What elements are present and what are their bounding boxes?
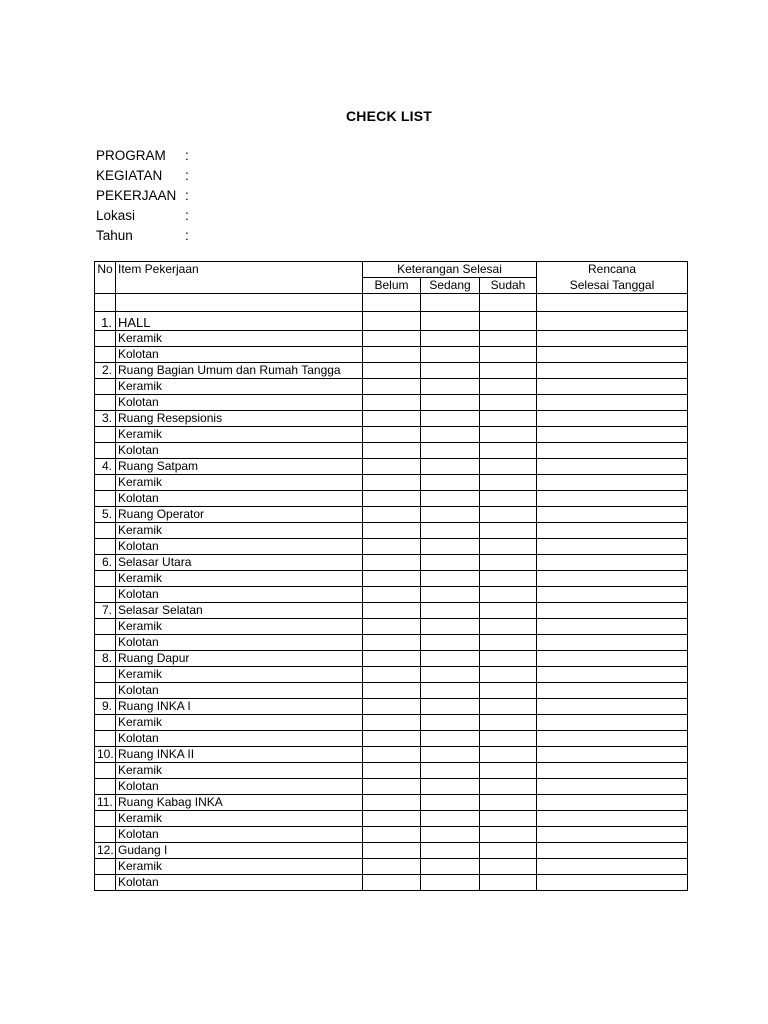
belum-cell[interactable] (363, 715, 421, 731)
row-item: Keramik (116, 571, 363, 587)
rencana-cell[interactable] (537, 555, 688, 571)
cell (480, 294, 537, 312)
rencana-cell[interactable] (537, 427, 688, 443)
row-number (95, 523, 116, 539)
rencana-cell[interactable] (537, 459, 688, 475)
belum-cell[interactable] (363, 539, 421, 555)
row-number (95, 779, 116, 795)
belum-cell[interactable] (363, 635, 421, 651)
cell (116, 294, 363, 312)
row-number (95, 875, 116, 891)
rencana-cell[interactable] (537, 843, 688, 859)
meta-colon: : (185, 188, 189, 203)
row-number: 7. (95, 603, 116, 619)
row-number (95, 715, 116, 731)
rencana-cell[interactable] (537, 747, 688, 763)
row-item: Selasar Selatan (116, 603, 363, 619)
sedang-cell[interactable] (421, 683, 480, 699)
table-row (95, 443, 688, 459)
belum-cell[interactable] (363, 699, 421, 715)
row-item: Kolotan (116, 491, 363, 507)
row-number: 12. (95, 843, 116, 859)
table-row (95, 395, 688, 411)
meta-label: PEKERJAAN (96, 188, 177, 203)
sedang-cell[interactable] (421, 795, 480, 811)
header-sudah: Sudah (480, 278, 537, 294)
sedang-cell[interactable] (421, 651, 480, 667)
sedang-cell[interactable] (421, 459, 480, 475)
belum-cell[interactable] (363, 475, 421, 491)
table-row (95, 699, 688, 715)
rencana-cell[interactable] (537, 312, 688, 331)
header-rencana-line2: Selesai Tanggal (537, 278, 688, 294)
sedang-cell[interactable] (421, 571, 480, 587)
row-item: Kolotan (116, 731, 363, 747)
belum-cell[interactable] (363, 571, 421, 587)
row-item: Selasar Utara (116, 555, 363, 571)
sedang-cell[interactable] (421, 395, 480, 411)
rencana-cell[interactable] (537, 331, 688, 347)
row-number (95, 827, 116, 843)
header-belum: Belum (363, 278, 421, 294)
table-row (95, 619, 688, 635)
sedang-cell[interactable] (421, 635, 480, 651)
meta-colon: : (185, 208, 189, 223)
sedang-cell[interactable] (421, 747, 480, 763)
sudah-cell[interactable] (480, 843, 537, 859)
row-item: Kolotan (116, 779, 363, 795)
rencana-cell[interactable] (537, 539, 688, 555)
row-number: 11. (95, 795, 116, 811)
rencana-cell[interactable] (537, 875, 688, 891)
sedang-cell[interactable] (421, 779, 480, 795)
checklist-body (95, 294, 688, 891)
sudah-cell[interactable] (480, 875, 537, 891)
row-item: Ruang Resepsionis (116, 411, 363, 427)
sudah-cell[interactable] (480, 747, 537, 763)
rencana-cell[interactable] (537, 379, 688, 395)
row-number (95, 331, 116, 347)
table-row (95, 827, 688, 843)
row-number: 1. (95, 312, 116, 331)
table-row (95, 587, 688, 603)
table-row (95, 539, 688, 555)
row-number (95, 763, 116, 779)
row-item: Keramik (116, 715, 363, 731)
belum-cell[interactable] (363, 875, 421, 891)
sudah-cell[interactable] (480, 811, 537, 827)
header-keterangan: Keterangan Selesai (363, 262, 537, 278)
meta-row-kegiatan (96, 166, 189, 186)
belum-cell[interactable] (363, 747, 421, 763)
checklist-table (94, 261, 688, 891)
row-number: 6. (95, 555, 116, 571)
sudah-cell[interactable] (480, 715, 537, 731)
rencana-cell[interactable] (537, 651, 688, 667)
row-item: Keramik (116, 811, 363, 827)
meta-colon: : (185, 228, 189, 243)
table-row (95, 811, 688, 827)
table-row (95, 763, 688, 779)
table-row (95, 507, 688, 523)
sudah-cell[interactable] (480, 571, 537, 587)
sedang-cell[interactable] (421, 667, 480, 683)
belum-cell[interactable] (363, 363, 421, 379)
sedang-cell[interactable] (421, 443, 480, 459)
row-number (95, 667, 116, 683)
sudah-cell[interactable] (480, 312, 537, 331)
row-item: Ruang Kabag INKA (116, 795, 363, 811)
sudah-cell[interactable] (480, 827, 537, 843)
sedang-cell[interactable] (421, 763, 480, 779)
belum-cell[interactable] (363, 395, 421, 411)
table-row (95, 347, 688, 363)
row-item: Keramik (116, 475, 363, 491)
rencana-cell[interactable] (537, 395, 688, 411)
meta-row-pekerjaan (96, 186, 189, 206)
sudah-cell[interactable] (480, 475, 537, 491)
belum-cell[interactable] (363, 811, 421, 827)
sedang-cell[interactable] (421, 523, 480, 539)
sedang-cell[interactable] (421, 411, 480, 427)
sudah-cell[interactable] (480, 523, 537, 539)
sudah-cell[interactable] (480, 731, 537, 747)
row-item: Kolotan (116, 683, 363, 699)
sedang-cell[interactable] (421, 539, 480, 555)
row-number: 9. (95, 699, 116, 715)
rencana-cell[interactable] (537, 491, 688, 507)
row-item: Keramik (116, 523, 363, 539)
page-title: CHECK LIST (346, 108, 432, 124)
sudah-cell[interactable] (480, 587, 537, 603)
belum-cell[interactable] (363, 651, 421, 667)
rencana-cell[interactable] (537, 667, 688, 683)
rencana-cell[interactable] (537, 507, 688, 523)
table-row (95, 843, 688, 859)
row-number (95, 619, 116, 635)
spacer-row (95, 294, 688, 312)
meta-colon: : (185, 168, 189, 183)
sudah-cell[interactable] (480, 603, 537, 619)
cell (363, 294, 421, 312)
sudah-cell[interactable] (480, 795, 537, 811)
row-item: Keramik (116, 331, 363, 347)
rencana-cell[interactable] (537, 827, 688, 843)
row-number (95, 443, 116, 459)
belum-cell[interactable] (363, 795, 421, 811)
sudah-cell[interactable] (480, 459, 537, 475)
belum-cell[interactable] (363, 859, 421, 875)
row-number (95, 475, 116, 491)
table-row (95, 795, 688, 811)
row-item: Kolotan (116, 347, 363, 363)
table-row (95, 523, 688, 539)
sudah-cell[interactable] (480, 683, 537, 699)
table-row (95, 731, 688, 747)
sudah-cell[interactable] (480, 699, 537, 715)
header-rencana-line1: Rencana (537, 262, 688, 278)
row-number (95, 395, 116, 411)
row-number (95, 635, 116, 651)
sudah-cell[interactable] (480, 859, 537, 875)
belum-cell[interactable] (363, 411, 421, 427)
row-number (95, 539, 116, 555)
belum-cell[interactable] (363, 459, 421, 475)
belum-cell[interactable] (363, 667, 421, 683)
row-number: 3. (95, 411, 116, 427)
table-row (95, 779, 688, 795)
rencana-cell[interactable] (537, 587, 688, 603)
row-number (95, 859, 116, 875)
row-item: Keramik (116, 859, 363, 875)
belum-cell[interactable] (363, 587, 421, 603)
table-row (95, 379, 688, 395)
sudah-cell[interactable] (480, 555, 537, 571)
sedang-cell[interactable] (421, 347, 480, 363)
table-row (95, 459, 688, 475)
rencana-cell[interactable] (537, 731, 688, 747)
belum-cell[interactable] (363, 427, 421, 443)
sedang-cell[interactable] (421, 603, 480, 619)
sudah-cell[interactable] (480, 347, 537, 363)
row-number: 2. (95, 363, 116, 379)
meta-label: Lokasi (96, 208, 136, 223)
rencana-cell[interactable] (537, 411, 688, 427)
meta-label: Tahun (96, 228, 133, 243)
belum-cell[interactable] (363, 603, 421, 619)
sedang-cell[interactable] (421, 827, 480, 843)
rencana-cell[interactable] (537, 683, 688, 699)
row-item: Kolotan (116, 443, 363, 459)
belum-cell[interactable] (363, 443, 421, 459)
table-row (95, 875, 688, 891)
sedang-cell[interactable] (421, 587, 480, 603)
rencana-cell[interactable] (537, 635, 688, 651)
sudah-cell[interactable] (480, 667, 537, 683)
cell (537, 294, 688, 312)
row-number (95, 587, 116, 603)
sudah-cell[interactable] (480, 331, 537, 347)
sudah-cell[interactable] (480, 363, 537, 379)
sudah-cell[interactable] (480, 763, 537, 779)
rencana-cell[interactable] (537, 443, 688, 459)
belum-cell[interactable] (363, 763, 421, 779)
table-row (95, 683, 688, 699)
sudah-cell[interactable] (480, 779, 537, 795)
row-item: Keramik (116, 379, 363, 395)
sedang-cell[interactable] (421, 731, 480, 747)
row-number (95, 811, 116, 827)
belum-cell[interactable] (363, 555, 421, 571)
sedang-cell[interactable] (421, 507, 480, 523)
sudah-cell[interactable] (480, 539, 537, 555)
belum-cell[interactable] (363, 491, 421, 507)
rencana-cell[interactable] (537, 603, 688, 619)
meta-row-program (96, 146, 189, 166)
table-row (95, 635, 688, 651)
sudah-cell[interactable] (480, 491, 537, 507)
row-number: 10. (95, 747, 116, 763)
meta-label: KEGIATAN (96, 168, 163, 183)
row-number (95, 379, 116, 395)
rencana-cell[interactable] (537, 859, 688, 875)
table-row (95, 363, 688, 379)
rencana-cell[interactable] (537, 811, 688, 827)
belum-cell[interactable] (363, 731, 421, 747)
row-item: Kolotan (116, 587, 363, 603)
row-number (95, 683, 116, 699)
sudah-cell[interactable] (480, 619, 537, 635)
sudah-cell[interactable] (480, 443, 537, 459)
sedang-cell[interactable] (421, 363, 480, 379)
belum-cell[interactable] (363, 683, 421, 699)
row-number (95, 571, 116, 587)
table-row (95, 427, 688, 443)
meta-row-lokasi (96, 206, 189, 226)
table-row (95, 491, 688, 507)
belum-cell[interactable] (363, 779, 421, 795)
row-item: HALL (116, 312, 363, 331)
row-number (95, 491, 116, 507)
rencana-cell[interactable] (537, 619, 688, 635)
row-item: Kolotan (116, 395, 363, 411)
header-no: No (95, 262, 116, 294)
row-item: Ruang INKA I (116, 699, 363, 715)
belum-cell[interactable] (363, 507, 421, 523)
table-row (95, 475, 688, 491)
sedang-cell[interactable] (421, 491, 480, 507)
row-item: Keramik (116, 763, 363, 779)
table-row (95, 859, 688, 875)
row-item: Ruang INKA II (116, 747, 363, 763)
row-item: Ruang Dapur (116, 651, 363, 667)
sedang-cell[interactable] (421, 475, 480, 491)
row-number: 5. (95, 507, 116, 523)
belum-cell[interactable] (363, 619, 421, 635)
table-row (95, 715, 688, 731)
rencana-cell[interactable] (537, 699, 688, 715)
sudah-cell[interactable] (480, 635, 537, 651)
sedang-cell[interactable] (421, 312, 480, 331)
row-item: Kolotan (116, 827, 363, 843)
sedang-cell[interactable] (421, 843, 480, 859)
row-number (95, 427, 116, 443)
sudah-cell[interactable] (480, 411, 537, 427)
row-item: Kolotan (116, 539, 363, 555)
meta-row-tahun (96, 226, 189, 246)
sudah-cell[interactable] (480, 427, 537, 443)
meta-block (96, 146, 189, 246)
rencana-cell[interactable] (537, 475, 688, 491)
table-row (95, 747, 688, 763)
belum-cell[interactable] (363, 312, 421, 331)
header-item: Item Pekerjaan (116, 262, 363, 294)
sedang-cell[interactable] (421, 859, 480, 875)
belum-cell[interactable] (363, 827, 421, 843)
rencana-cell[interactable] (537, 763, 688, 779)
belum-cell[interactable] (363, 347, 421, 363)
meta-label: PROGRAM (96, 148, 166, 163)
sedang-cell[interactable] (421, 379, 480, 395)
belum-cell[interactable] (363, 331, 421, 347)
sedang-cell[interactable] (421, 331, 480, 347)
rencana-cell[interactable] (537, 715, 688, 731)
table-row (95, 571, 688, 587)
sedang-cell[interactable] (421, 619, 480, 635)
cell (95, 294, 116, 312)
rencana-cell[interactable] (537, 363, 688, 379)
belum-cell[interactable] (363, 843, 421, 859)
table-row (95, 331, 688, 347)
sudah-cell[interactable] (480, 651, 537, 667)
row-item: Ruang Operator (116, 507, 363, 523)
row-number (95, 347, 116, 363)
row-item: Kolotan (116, 635, 363, 651)
sedang-cell[interactable] (421, 555, 480, 571)
belum-cell[interactable] (363, 379, 421, 395)
table-row (95, 411, 688, 427)
row-number (95, 731, 116, 747)
sedang-cell[interactable] (421, 715, 480, 731)
meta-colon: : (185, 148, 189, 163)
belum-cell[interactable] (363, 523, 421, 539)
table-row (95, 603, 688, 619)
sedang-cell[interactable] (421, 427, 480, 443)
sedang-cell[interactable] (421, 811, 480, 827)
row-item: Ruang Bagian Umum dan Rumah Tangga (116, 363, 363, 379)
sudah-cell[interactable] (480, 379, 537, 395)
cell (421, 294, 480, 312)
row-item: Gudang I (116, 843, 363, 859)
rencana-cell[interactable] (537, 523, 688, 539)
row-item: Ruang Satpam (116, 459, 363, 475)
row-item: Keramik (116, 667, 363, 683)
header-sedang: Sedang (421, 278, 480, 294)
row-number: 4. (95, 459, 116, 475)
row-item: Keramik (116, 619, 363, 635)
sudah-cell[interactable] (480, 507, 537, 523)
sedang-cell[interactable] (421, 699, 480, 715)
sedang-cell[interactable] (421, 875, 480, 891)
row-item: Keramik (116, 427, 363, 443)
rencana-cell[interactable] (537, 795, 688, 811)
table-row (95, 667, 688, 683)
rencana-cell[interactable] (537, 347, 688, 363)
table-row (95, 651, 688, 667)
row-number: 8. (95, 651, 116, 667)
rencana-cell[interactable] (537, 571, 688, 587)
sudah-cell[interactable] (480, 395, 537, 411)
row-item: Kolotan (116, 875, 363, 891)
table-row (95, 312, 688, 331)
rencana-cell[interactable] (537, 779, 688, 795)
table-row (95, 555, 688, 571)
